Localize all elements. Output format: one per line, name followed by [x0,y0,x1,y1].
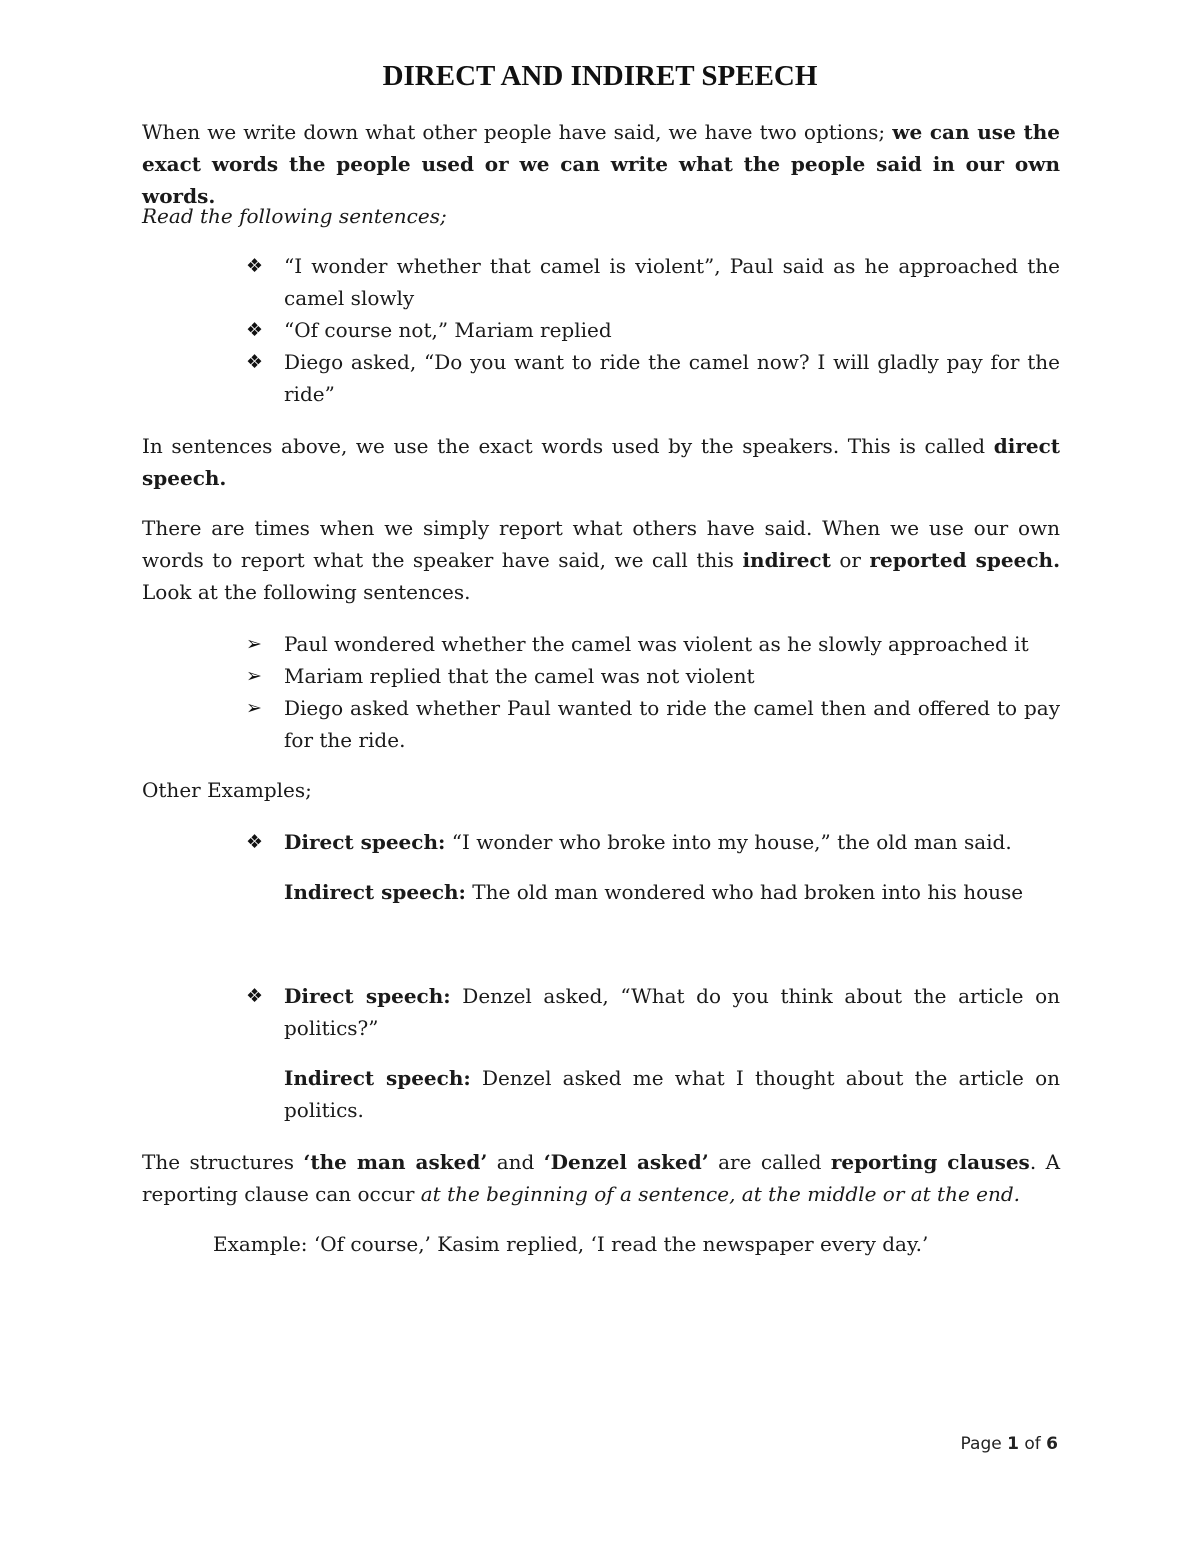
kasim-example: Example: ‘Of course,’ Kasim replied, ‘I read the newspaper every day.’ [213,1232,929,1256]
indirect-example-1: Paul wondered whether the camel was violent as he slowly approached it [284,632,1029,656]
page-word: Page [960,1434,1002,1454]
other-example-2-indirect [284,1062,1060,1126]
other-examples-label: Other Examples; [142,778,312,802]
indirect-speech-label: Indirect speech: [284,880,466,904]
indirect-speech-text: The old man wondered who had broken into his house [472,880,1024,904]
page-title: DIRECT AND INDIRET SPEECH [382,60,818,92]
intro-paragraph [142,116,1060,212]
direct-example-3: Diego asked, “Do you want to ride the camel now? I will gladly pay for the ride” [284,350,1060,406]
indirect-note-text: There are times when we simply report what others have said. When we use our own words to report what the speaker have said, we call this [142,516,1060,572]
reporting-quote-2: ‘Denzel asked’ [543,1150,709,1174]
reporting-term: reporting clauses [830,1150,1030,1174]
direct-speech-label: Direct speech: [284,984,451,1008]
reporting-quote-1: ‘the man asked’ [303,1150,488,1174]
indirect-speech-note [142,512,1060,608]
diamond-bullet-icon: ❖ [246,985,264,1007]
indirect-note-term-1: indirect [742,548,831,572]
indirect-example-2: Mariam replied that the camel was not violent [284,664,755,688]
reporting-text: . A reporting clause can occur [142,1150,1061,1206]
direct-speech-text: Denzel asked, “What do you think about the article on politics?” [284,984,1060,1040]
of-word: of [1024,1434,1041,1454]
arrow-bullet-icon: ➢ [246,633,262,655]
direct-speech-text: “I wonder who broke into my house,” the old man said. [451,830,1012,854]
total-pages: 6 [1046,1434,1058,1454]
reporting-italic-text: at the beginning of a sentence, at the middle or at the end. [420,1182,1021,1206]
arrow-bullet-icon: ➢ [246,697,262,719]
indirect-example-3: Diego asked whether Paul wanted to ride the camel then and offered to pay for the ride. [284,696,1060,752]
other-example-1-direct [284,826,1060,858]
page-number [961,1430,1058,1458]
intro-text: When we write down what other people have said, we have two options; [142,120,886,144]
arrow-bullet-icon: ➢ [246,665,262,687]
indirect-note-or: or [839,548,861,572]
other-example-1-indirect [284,876,1060,908]
diamond-bullet-icon: ❖ [246,351,264,373]
diamond-bullet-icon: ❖ [246,255,264,277]
indirect-note-text-2: Look at the following sentences. [142,580,471,604]
direct-example-2: “Of course not,” Mariam replied [284,318,612,342]
reporting-text: The structures [142,1150,294,1174]
indirect-speech-text: Denzel asked me what I thought about the article on politics. [284,1066,1060,1122]
direct-speech-label: Direct speech: [284,830,446,854]
diamond-bullet-icon: ❖ [246,319,264,341]
reporting-text: are called [718,1150,822,1174]
intro-bold-text: we can use the exact words the people used or we can write what the people said in our own words. [142,120,1061,208]
other-example-2-direct [284,980,1060,1044]
current-page: 1 [1007,1434,1019,1454]
reporting-clause-paragraph [142,1146,1060,1210]
direct-speech-note [142,430,1060,494]
diamond-bullet-icon: ❖ [246,831,264,853]
read-label: Read the following sentences; [142,204,447,228]
direct-note-text: In sentences above, we use the exact words used by the speakers. This is called [142,434,986,458]
reporting-text: and [496,1150,535,1174]
direct-note-term: direct speech. [142,434,1060,490]
indirect-note-term-2: reported speech. [869,548,1061,572]
direct-example-1: “I wonder whether that camel is violent”, Paul said as he approached the camel slowly [284,254,1060,310]
indirect-speech-label: Indirect speech: [284,1066,471,1090]
